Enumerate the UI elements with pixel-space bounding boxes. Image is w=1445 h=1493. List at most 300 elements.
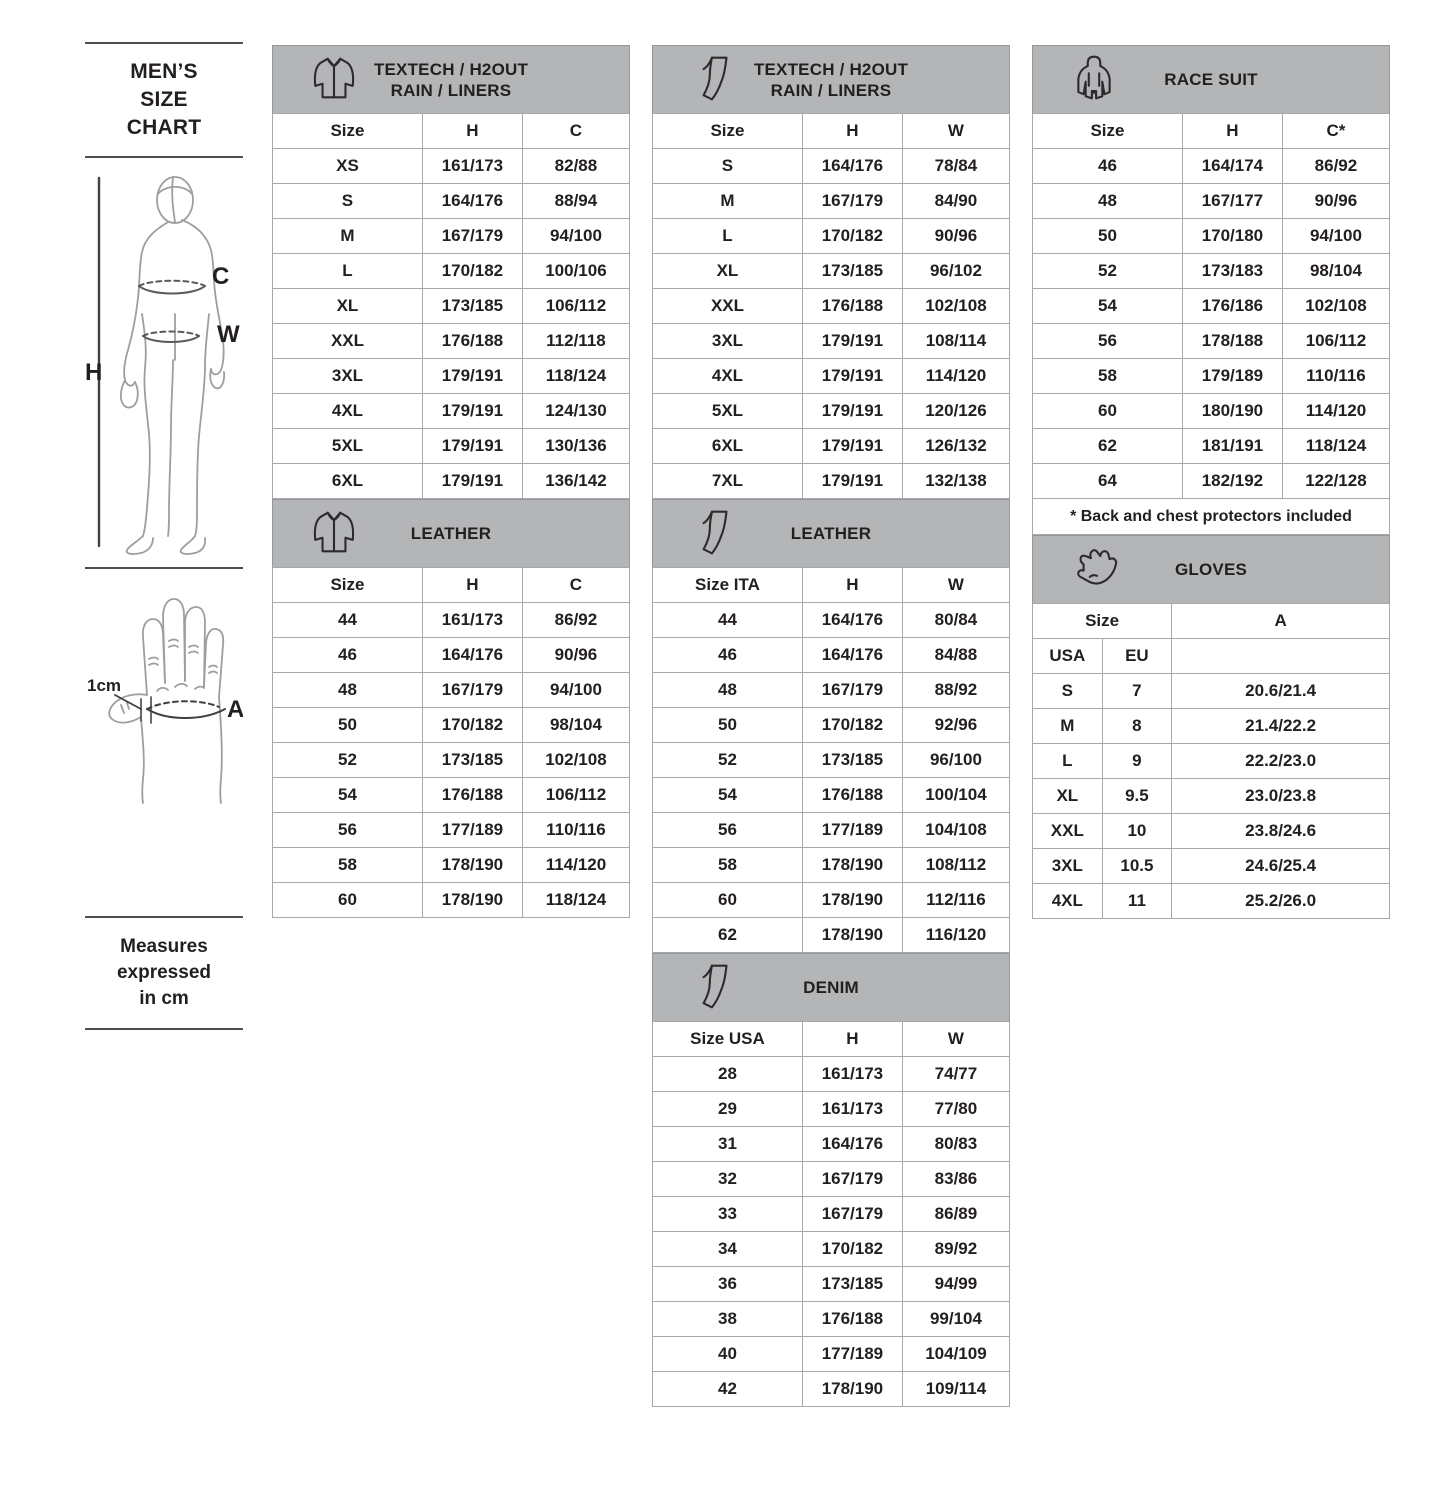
table-cell: XS (273, 149, 423, 184)
table-cell: XXL (273, 324, 423, 359)
table-cell: 20.6/21.4 (1172, 674, 1390, 709)
table-row (653, 464, 1010, 499)
table-cell: 167/177 (1182, 184, 1282, 219)
table-cell: 136/142 (522, 464, 629, 499)
divider (85, 1028, 243, 1030)
table-cell: 173/185 (802, 743, 902, 778)
table-cell: 177/189 (422, 813, 522, 848)
table-row (273, 743, 630, 778)
table-cell: 118/124 (1282, 429, 1389, 464)
table-row (653, 219, 1010, 254)
table-cell: 178/190 (802, 883, 902, 918)
table-row (273, 324, 630, 359)
chest-label: C (212, 263, 230, 290)
table-cell: 88/94 (522, 184, 629, 219)
column-header: Size ITA (653, 568, 803, 603)
table-row (1033, 219, 1390, 254)
table-cell: 9 (1102, 744, 1172, 779)
table-cell: 104/109 (902, 1337, 1009, 1372)
table-cell: 8 (1102, 709, 1172, 744)
table-row (273, 638, 630, 673)
table-cell: 36 (653, 1267, 803, 1302)
table-row (1033, 149, 1390, 184)
table-title-line: RACE SUIT (1164, 70, 1258, 89)
table-cell: 180/190 (1182, 394, 1282, 429)
table-cell: 86/92 (522, 603, 629, 638)
table-cell: 102/108 (522, 743, 629, 778)
table-row (273, 429, 630, 464)
hand-figure-icon (85, 575, 243, 905)
table-cell: 48 (653, 673, 803, 708)
page-title-line: CHART (126, 116, 202, 139)
table-cell: 4XL (653, 359, 803, 394)
table-cell: M (273, 219, 423, 254)
race-suit-header (1032, 45, 1390, 113)
table-cell: M (653, 184, 803, 219)
column-header: C (522, 568, 629, 603)
table-cell: 62 (1033, 429, 1183, 464)
table-row (653, 918, 1010, 953)
table-cell: 173/183 (1182, 254, 1282, 289)
leather-pants-header (652, 499, 1010, 567)
table-title-line: LEATHER (790, 524, 872, 543)
table-cell: 177/189 (802, 813, 902, 848)
textech-pants-table-block (652, 45, 1010, 499)
table-cell: 88/92 (902, 673, 1009, 708)
table-cell: 84/90 (902, 184, 1009, 219)
table-cell: 179/191 (802, 429, 902, 464)
table-cell: 84/88 (902, 638, 1009, 673)
table-cell: 52 (653, 743, 803, 778)
table-cell: 173/185 (422, 743, 522, 778)
table-cell: 118/124 (522, 359, 629, 394)
table-cell: 86/89 (902, 1197, 1009, 1232)
race-suit-table (1032, 113, 1390, 499)
table-row (653, 1162, 1010, 1197)
table-cell: 94/100 (1282, 219, 1389, 254)
table-cell: 161/173 (422, 603, 522, 638)
table-row (273, 848, 630, 883)
table-cell: 23.0/23.8 (1172, 779, 1390, 814)
textech-jacket-table (272, 113, 630, 499)
table-cell: 114/120 (522, 848, 629, 883)
textech-jacket-header (272, 45, 630, 113)
table-cell: 102/108 (902, 289, 1009, 324)
table-row (273, 219, 630, 254)
leather-jacket-table (272, 567, 630, 918)
one-cm-label: 1cm (87, 676, 122, 695)
table-row (273, 883, 630, 918)
textech-pants-table (652, 113, 1010, 499)
table-cell: 102/108 (1282, 289, 1389, 324)
table-cell: 31 (653, 1127, 803, 1162)
table-cell: 170/182 (802, 1232, 902, 1267)
table-cell: XL (653, 254, 803, 289)
jacket-icon (309, 506, 359, 561)
table-cell: 58 (653, 848, 803, 883)
column-header: USA (1033, 639, 1103, 674)
gloves-table (1032, 603, 1390, 919)
table-cell: 167/179 (802, 184, 902, 219)
table-cell: 54 (1033, 289, 1183, 324)
table-cell: 106/112 (1282, 324, 1389, 359)
column-header: A (1172, 604, 1390, 639)
table-row (1033, 394, 1390, 429)
table-cell: 64 (1033, 464, 1183, 499)
table-row (1033, 884, 1390, 919)
table-title-line: GLOVES (1174, 560, 1248, 579)
table-cell: 167/179 (802, 673, 902, 708)
divider (85, 567, 243, 569)
table-title-line: RAIN / LINERS (770, 80, 892, 100)
table-row (653, 1127, 1010, 1162)
table-cell: 92/96 (902, 708, 1009, 743)
table-cell: 99/104 (902, 1302, 1009, 1337)
table-cell: 62 (653, 918, 803, 953)
table-cell: 167/179 (802, 1162, 902, 1197)
column-header: Size (1033, 604, 1172, 639)
table-cell: 170/182 (422, 708, 522, 743)
table-cell: XXL (653, 289, 803, 324)
table-cell: 120/126 (902, 394, 1009, 429)
table-cell: XL (273, 289, 423, 324)
table-cell: 22.2/23.0 (1172, 744, 1390, 779)
table-row (653, 254, 1010, 289)
table-cell: 10 (1102, 814, 1172, 849)
race-suit-icon (1069, 52, 1119, 107)
table-cell: 170/180 (1182, 219, 1282, 254)
table-row (653, 1197, 1010, 1232)
table-cell: 60 (273, 883, 423, 918)
table-cell: 110/116 (522, 813, 629, 848)
table-cell: 38 (653, 1302, 803, 1337)
table-cell: 170/182 (422, 254, 522, 289)
table-row (273, 778, 630, 813)
table-cell: 164/174 (1182, 149, 1282, 184)
table-cell: 176/188 (802, 1302, 902, 1337)
table-cell: 118/124 (522, 883, 629, 918)
denim-pants-header (652, 953, 1010, 1021)
table-row (273, 289, 630, 324)
table-cell: 132/138 (902, 464, 1009, 499)
table-cell: XL (1033, 779, 1103, 814)
column-header: H (802, 568, 902, 603)
table-row (653, 429, 1010, 464)
table-row (273, 603, 630, 638)
table-row (653, 708, 1010, 743)
table-title (374, 59, 528, 101)
table-cell: 173/185 (802, 1267, 902, 1302)
denim-pants-table-block (652, 953, 1010, 1407)
column-header: EU (1102, 639, 1172, 674)
table-header-row (653, 114, 1010, 149)
table-cell: 25.2/26.0 (1172, 884, 1390, 919)
waist-label: W (217, 321, 240, 348)
table-cell: 182/192 (1182, 464, 1282, 499)
table-cell: 179/191 (802, 394, 902, 429)
table-header-row (1033, 604, 1390, 639)
table-row (1033, 359, 1390, 394)
table-row (273, 359, 630, 394)
column-header: W (902, 1022, 1009, 1057)
table-cell: 48 (1033, 184, 1183, 219)
table-cell: 109/114 (902, 1372, 1009, 1407)
table-cell: 100/106 (522, 254, 629, 289)
table-cell: 122/128 (1282, 464, 1389, 499)
table-title-line: DENIM (803, 978, 859, 997)
table-cell: 83/86 (902, 1162, 1009, 1197)
table-cell: 167/179 (422, 673, 522, 708)
table-row (1033, 709, 1390, 744)
table-cell: 161/173 (802, 1057, 902, 1092)
table-cell: M (1033, 709, 1103, 744)
table-cell: 48 (273, 673, 423, 708)
table-cell: 164/176 (802, 638, 902, 673)
table-cell: 179/191 (422, 394, 522, 429)
table-cell: 58 (1033, 359, 1183, 394)
table-cell: 50 (1033, 219, 1183, 254)
table-header-row (273, 114, 630, 149)
table-cell: 58 (273, 848, 423, 883)
leather-jacket-table-block (272, 499, 630, 918)
table-row (653, 638, 1010, 673)
hand-circumference-label: A (227, 696, 243, 723)
table-row (653, 1232, 1010, 1267)
gloves-table-block (1032, 535, 1390, 919)
table-cell: 7XL (653, 464, 803, 499)
race-suit-gloves-column (1032, 45, 1390, 919)
table-row (653, 743, 1010, 778)
table-cell: 86/92 (1282, 149, 1389, 184)
table-cell: 126/132 (902, 429, 1009, 464)
table-cell: 4XL (1033, 884, 1103, 919)
table-row (1033, 184, 1390, 219)
table-cell: 178/190 (802, 848, 902, 883)
table-row (1033, 744, 1390, 779)
table-cell: 164/176 (802, 1127, 902, 1162)
table-row (653, 324, 1010, 359)
column-header: W (902, 114, 1009, 149)
table-row (653, 883, 1010, 918)
table-title (1164, 69, 1257, 90)
table-cell: 96/100 (902, 743, 1009, 778)
table-row (653, 848, 1010, 883)
gloves-header (1032, 535, 1390, 603)
glove-icon (1069, 542, 1119, 597)
measures-note (85, 934, 243, 1012)
table-cell: 44 (653, 603, 803, 638)
table-cell: 110/116 (1282, 359, 1389, 394)
table-cell: 181/191 (1182, 429, 1282, 464)
column-header: Size USA (653, 1022, 803, 1057)
table-row (653, 1372, 1010, 1407)
column-header: Size (273, 114, 423, 149)
table-title-line: TEXTECH / H2OUT (373, 59, 529, 79)
measures-note-line: Measures (120, 936, 208, 957)
table-cell: L (1033, 744, 1103, 779)
table-cell: 23.8/24.6 (1172, 814, 1390, 849)
measures-note-line: in cm (139, 988, 189, 1009)
table-cell: 124/130 (522, 394, 629, 429)
table-title (411, 523, 491, 544)
pants-icon (689, 52, 739, 107)
table-cell: 116/120 (902, 918, 1009, 953)
table-cell: 56 (273, 813, 423, 848)
table-row (1033, 779, 1390, 814)
table-cell: L (273, 254, 423, 289)
table-cell: L (653, 219, 803, 254)
page-title-line: SIZE (140, 88, 188, 111)
table-cell: 28 (653, 1057, 803, 1092)
table-cell: XXL (1033, 814, 1103, 849)
table-cell: 179/191 (802, 464, 902, 499)
table-row (1033, 324, 1390, 359)
table-cell: 106/112 (522, 289, 629, 324)
textech-jacket-table-block (272, 45, 630, 499)
table-cell: 170/182 (802, 219, 902, 254)
table-row (273, 149, 630, 184)
table-cell: 178/190 (422, 883, 522, 918)
table-cell: 7 (1102, 674, 1172, 709)
table-cell: S (273, 184, 423, 219)
column-header: H (1182, 114, 1282, 149)
column-header: C* (1282, 114, 1389, 149)
table-cell: 50 (653, 708, 803, 743)
table-cell: 52 (273, 743, 423, 778)
table-cell: 100/104 (902, 778, 1009, 813)
table-row (653, 359, 1010, 394)
table-cell: 32 (653, 1162, 803, 1197)
table-row (1033, 289, 1390, 324)
body-figure-icon (85, 164, 243, 556)
table-cell: 178/188 (1182, 324, 1282, 359)
race-suit-note: * Back and chest protectors included (1032, 499, 1390, 535)
jacket-icon (309, 52, 359, 107)
table-cell: 112/118 (522, 324, 629, 359)
table-row (653, 813, 1010, 848)
table-cell: 5XL (273, 429, 423, 464)
table-cell: 90/96 (522, 638, 629, 673)
table-cell: 167/179 (802, 1197, 902, 1232)
table-row (653, 184, 1010, 219)
table-cell: 54 (273, 778, 423, 813)
table-cell: 164/176 (422, 638, 522, 673)
page-title-line: MEN’S (130, 60, 198, 83)
table-title (791, 523, 871, 544)
column-header: Size (1033, 114, 1183, 149)
column-header: H (802, 114, 902, 149)
table-cell: 11 (1102, 884, 1172, 919)
divider (85, 156, 243, 158)
table-cell: 98/104 (522, 708, 629, 743)
table-cell: 46 (1033, 149, 1183, 184)
table-cell: 177/189 (802, 1337, 902, 1372)
table-cell: 104/108 (902, 813, 1009, 848)
table-cell: 60 (1033, 394, 1183, 429)
table-row (1033, 814, 1390, 849)
table-row (1033, 674, 1390, 709)
table-row (273, 394, 630, 429)
table-cell: 6XL (273, 464, 423, 499)
table-row (653, 603, 1010, 638)
table-cell: 164/176 (802, 603, 902, 638)
table-cell: 108/114 (902, 324, 1009, 359)
leather-pants-table-block (652, 499, 1010, 953)
table-row (653, 394, 1010, 429)
table-cell: 5XL (653, 394, 803, 429)
table-cell: 4XL (273, 394, 423, 429)
height-label: H (85, 359, 103, 386)
table-cell: 80/84 (902, 603, 1009, 638)
table-row (653, 1092, 1010, 1127)
table-cell: 179/191 (422, 464, 522, 499)
table-cell: 56 (653, 813, 803, 848)
table-row (653, 1267, 1010, 1302)
table-cell: 34 (653, 1232, 803, 1267)
table-cell: 173/185 (422, 289, 522, 324)
table-cell: 178/190 (802, 918, 902, 953)
table-cell: S (1033, 674, 1103, 709)
table-cell: 176/188 (802, 289, 902, 324)
table-cell: 108/112 (902, 848, 1009, 883)
table-header-row (273, 568, 630, 603)
leather-jacket-header (272, 499, 630, 567)
table-row (273, 464, 630, 499)
table-cell: 161/173 (802, 1092, 902, 1127)
column-header: Size (273, 568, 423, 603)
table-cell: 179/189 (1182, 359, 1282, 394)
table-cell: 96/102 (902, 254, 1009, 289)
table-cell: 98/104 (1282, 254, 1389, 289)
table-row (653, 673, 1010, 708)
table-cell: 3XL (273, 359, 423, 394)
table-cell: 90/96 (1282, 184, 1389, 219)
table-title (1175, 559, 1247, 580)
textech-pants-header (652, 45, 1010, 113)
pants-icon (689, 506, 739, 561)
table-row (1033, 849, 1390, 884)
table-cell: 6XL (653, 429, 803, 464)
denim-pants-table (652, 1021, 1010, 1407)
table-cell: 54 (653, 778, 803, 813)
table-cell: 179/191 (802, 359, 902, 394)
table-cell: 74/77 (902, 1057, 1009, 1092)
table-cell: 176/186 (1182, 289, 1282, 324)
table-header-row (1033, 114, 1390, 149)
table-cell: 50 (273, 708, 423, 743)
table-cell: 24.6/25.4 (1172, 849, 1390, 884)
table-title-line: RAIN / LINERS (390, 80, 512, 100)
pants-column (652, 45, 1010, 1407)
table-cell: 94/100 (522, 673, 629, 708)
table-cell: 114/120 (902, 359, 1009, 394)
table-cell: 90/96 (902, 219, 1009, 254)
table-cell: 21.4/22.2 (1172, 709, 1390, 744)
column-header: H (802, 1022, 902, 1057)
table-row (1033, 464, 1390, 499)
table-title (754, 59, 908, 101)
table-cell: 179/191 (422, 429, 522, 464)
table-row (653, 1337, 1010, 1372)
table-cell: 179/191 (802, 324, 902, 359)
pants-icon (689, 960, 739, 1015)
table-cell: 114/120 (1282, 394, 1389, 429)
table-row (1033, 254, 1390, 289)
table-cell: 10.5 (1102, 849, 1172, 884)
table-row (273, 254, 630, 289)
race-suit-table-block (1032, 45, 1390, 535)
table-cell: 130/136 (522, 429, 629, 464)
